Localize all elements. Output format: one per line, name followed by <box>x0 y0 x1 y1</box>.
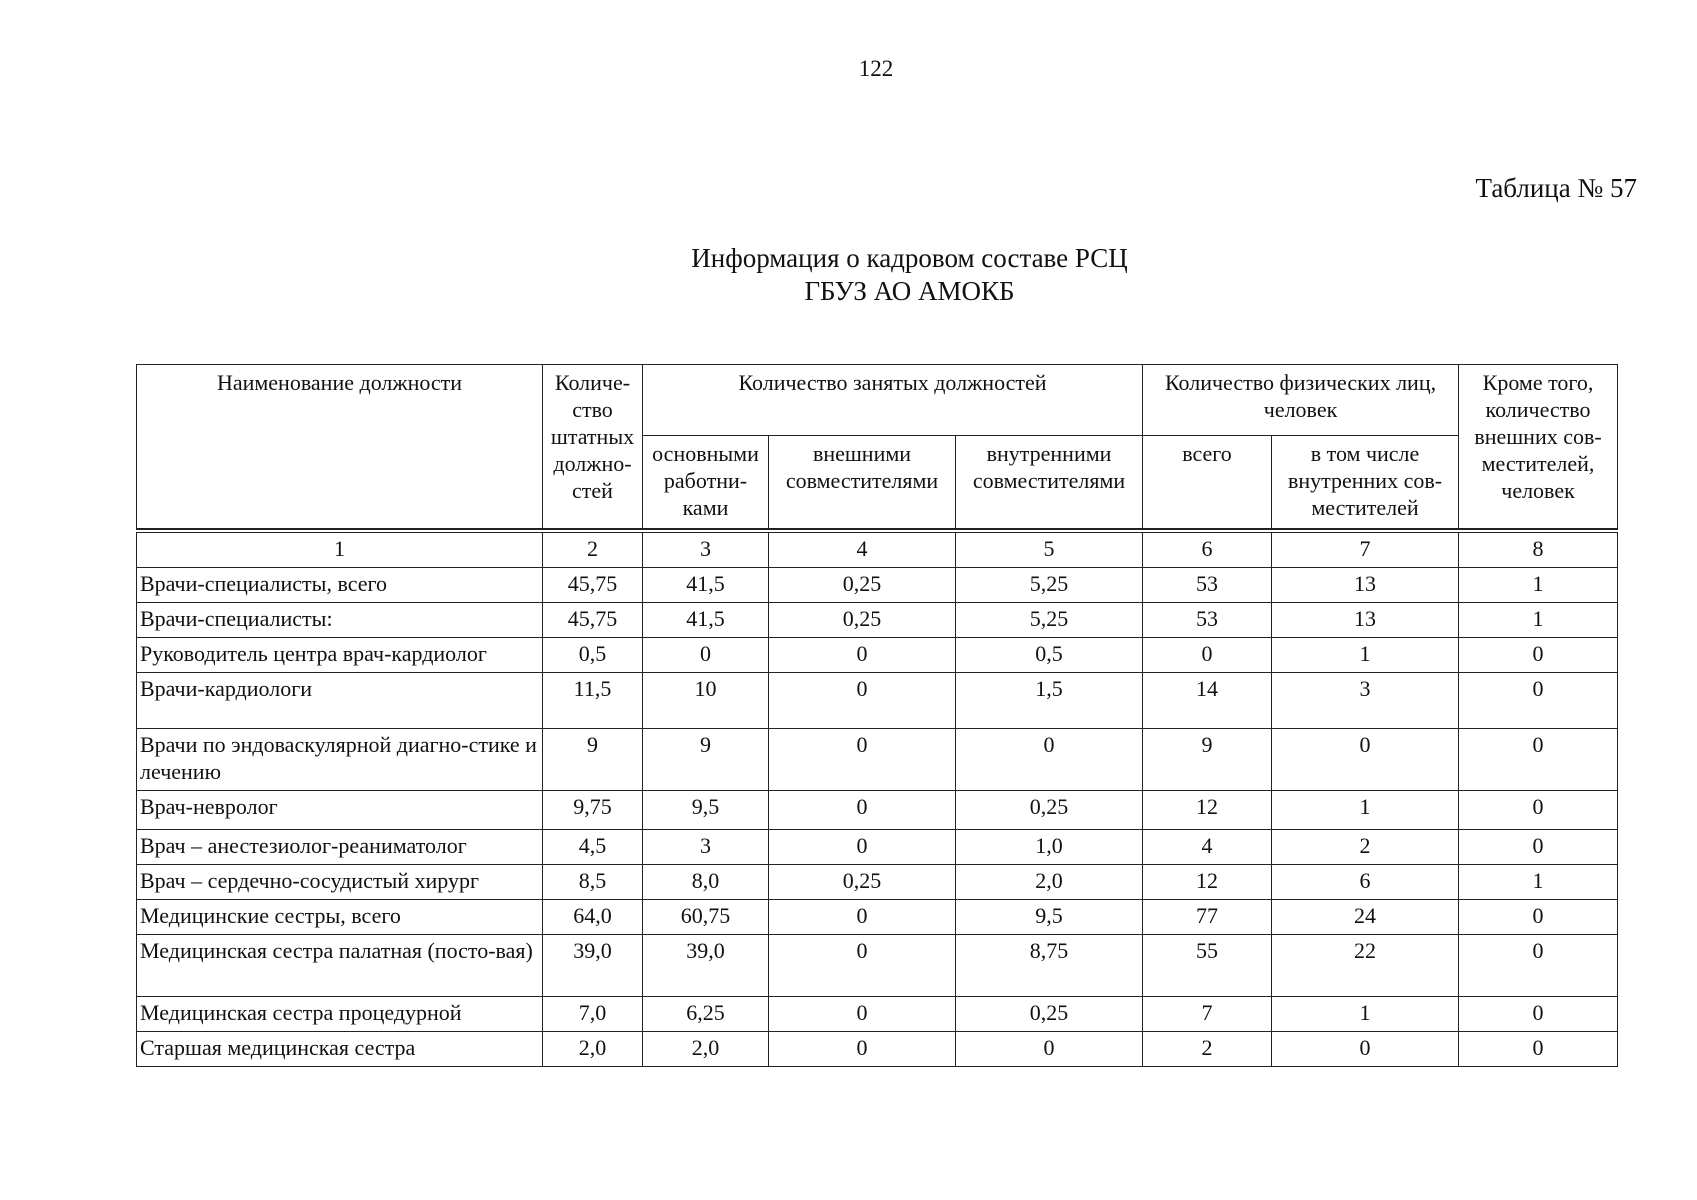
persons-internal-value: 22 <box>1272 935 1459 997</box>
staff-positions-value: 9,75 <box>543 791 643 830</box>
document-title-line-1: Информация о кадровом составе РСЦ <box>691 243 1128 273</box>
occupied-internal-value: 8,75 <box>956 935 1143 997</box>
table-row <box>137 791 1618 830</box>
extra-external-value: 0 <box>1459 900 1618 935</box>
occupied-external-value: 0 <box>769 900 956 935</box>
page-number: 122 <box>858 56 894 81</box>
table-row <box>137 900 1618 935</box>
table-row <box>137 729 1618 791</box>
position-name: Медицинские сестры, всего <box>137 900 543 935</box>
position-name: Врач – сердечно-сосудистый хирург <box>137 865 543 900</box>
persons-total-value: 0 <box>1143 638 1272 673</box>
staff-positions-value: 45,75 <box>543 568 643 603</box>
occupied-main-value: 0 <box>643 638 769 673</box>
persons-internal-value: 24 <box>1272 900 1459 935</box>
occupied-internal-value: 5,25 <box>956 603 1143 638</box>
position-name: Врачи-специалисты: <box>137 603 543 638</box>
header-occupied-positions: Количество занятых должностей <box>643 365 1143 436</box>
occupied-main-value: 41,5 <box>643 568 769 603</box>
column-number: 8 <box>1459 531 1618 568</box>
occupied-external-value: 0 <box>769 830 956 865</box>
column-number-row <box>137 531 1618 568</box>
staff-positions-value: 4,5 <box>543 830 643 865</box>
position-name: Руководитель центра врач-кардиолог <box>137 638 543 673</box>
header-occupied-main: основными работни-ками <box>643 436 769 529</box>
occupied-main-value: 8,0 <box>643 865 769 900</box>
occupied-internal-value: 9,5 <box>956 900 1143 935</box>
header-occupied-external: внешними совместителями <box>769 436 956 529</box>
table-row <box>137 638 1618 673</box>
occupied-external-value: 0 <box>769 729 956 791</box>
occupied-internal-value: 2,0 <box>956 865 1143 900</box>
staff-positions-value: 8,5 <box>543 865 643 900</box>
occupied-external-value: 0 <box>769 791 956 830</box>
table-header <box>137 365 1618 532</box>
extra-external-value: 0 <box>1459 1032 1618 1067</box>
persons-total-value: 77 <box>1143 900 1272 935</box>
table-label: Таблица № 57 <box>1475 173 1637 203</box>
occupied-external-value: 0 <box>769 673 956 729</box>
occupied-internal-value: 0,5 <box>956 638 1143 673</box>
occupied-main-value: 3 <box>643 830 769 865</box>
persons-internal-value: 3 <box>1272 673 1459 729</box>
occupied-internal-value: 1,5 <box>956 673 1143 729</box>
table-row <box>137 1032 1618 1067</box>
persons-total-value: 12 <box>1143 791 1272 830</box>
position-name: Врачи-специалисты, всего <box>137 568 543 603</box>
occupied-external-value: 0 <box>769 997 956 1032</box>
persons-total-value: 53 <box>1143 603 1272 638</box>
persons-total-value: 55 <box>1143 935 1272 997</box>
persons-total-value: 2 <box>1143 1032 1272 1067</box>
staff-positions-value: 11,5 <box>543 673 643 729</box>
position-name: Медицинская сестра палатная (посто-вая) <box>137 935 543 997</box>
occupied-internal-value: 0 <box>956 1032 1143 1067</box>
column-number: 6 <box>1143 531 1272 568</box>
column-number: 2 <box>543 531 643 568</box>
staff-positions-value: 7,0 <box>543 997 643 1032</box>
extra-external-value: 0 <box>1459 935 1618 997</box>
occupied-internal-value: 0,25 <box>956 791 1143 830</box>
header-persons-internal: в том числе внутренних сов-местителей <box>1272 436 1459 529</box>
position-name: Врачи-кардиологи <box>137 673 543 729</box>
persons-internal-value: 6 <box>1272 865 1459 900</box>
persons-internal-value: 0 <box>1272 1032 1459 1067</box>
header-position-name: Наименование должности <box>137 365 543 529</box>
table-body <box>137 531 1618 1067</box>
persons-internal-value: 13 <box>1272 568 1459 603</box>
occupied-external-value: 0,25 <box>769 865 956 900</box>
document-title <box>0 242 1697 308</box>
occupied-main-value: 39,0 <box>643 935 769 997</box>
occupied-main-value: 9 <box>643 729 769 791</box>
occupied-main-value: 10 <box>643 673 769 729</box>
staff-table <box>136 364 1618 1067</box>
extra-external-value: 0 <box>1459 729 1618 791</box>
occupied-internal-value: 0,25 <box>956 997 1143 1032</box>
staff-positions-value: 9 <box>543 729 643 791</box>
occupied-internal-value: 5,25 <box>956 568 1143 603</box>
occupied-main-value: 2,0 <box>643 1032 769 1067</box>
column-number: 7 <box>1272 531 1459 568</box>
occupied-main-value: 60,75 <box>643 900 769 935</box>
document-title-line-2: ГБУЗ АО АМОКБ <box>804 276 1015 306</box>
occupied-main-value: 9,5 <box>643 791 769 830</box>
persons-total-value: 12 <box>1143 865 1272 900</box>
table-row <box>137 865 1618 900</box>
occupied-external-value: 0,25 <box>769 568 956 603</box>
header-staff-positions: Количе-ство штатных должно-стей <box>543 365 643 529</box>
position-name: Медицинская сестра процедурной <box>137 997 543 1032</box>
extra-external-value: 1 <box>1459 568 1618 603</box>
staff-positions-value: 39,0 <box>543 935 643 997</box>
position-name: Врач – анестезиолог-реаниматолог <box>137 830 543 865</box>
staff-positions-value: 0,5 <box>543 638 643 673</box>
position-name: Врачи по эндоваскулярной диагно-стике и лечению <box>137 729 543 791</box>
occupied-internal-value: 0 <box>956 729 1143 791</box>
persons-internal-value: 0 <box>1272 729 1459 791</box>
persons-total-value: 4 <box>1143 830 1272 865</box>
staff-positions-value: 2,0 <box>543 1032 643 1067</box>
occupied-main-value: 6,25 <box>643 997 769 1032</box>
persons-internal-value: 2 <box>1272 830 1459 865</box>
extra-external-value: 1 <box>1459 603 1618 638</box>
extra-external-value: 0 <box>1459 791 1618 830</box>
extra-external-value: 0 <box>1459 997 1618 1032</box>
occupied-external-value: 0 <box>769 1032 956 1067</box>
extra-external-value: 0 <box>1459 830 1618 865</box>
persons-internal-value: 1 <box>1272 638 1459 673</box>
occupied-external-value: 0 <box>769 935 956 997</box>
staff-positions-value: 45,75 <box>543 603 643 638</box>
header-physical-persons: Количество физических лиц, человек <box>1143 365 1459 436</box>
occupied-main-value: 41,5 <box>643 603 769 638</box>
occupied-external-value: 0,25 <box>769 603 956 638</box>
header-extra-external: Кроме того, количество внешних сов-местителей, человек <box>1459 365 1618 529</box>
column-number: 4 <box>769 531 956 568</box>
column-number: 5 <box>956 531 1143 568</box>
occupied-external-value: 0 <box>769 638 956 673</box>
persons-internal-value: 13 <box>1272 603 1459 638</box>
table-row <box>137 935 1618 997</box>
table-row <box>137 603 1618 638</box>
extra-external-value: 0 <box>1459 638 1618 673</box>
occupied-internal-value: 1,0 <box>956 830 1143 865</box>
persons-internal-value: 1 <box>1272 997 1459 1032</box>
staff-positions-value: 64,0 <box>543 900 643 935</box>
persons-total-value: 14 <box>1143 673 1272 729</box>
position-name: Врач-невролог <box>137 791 543 830</box>
column-number: 3 <box>643 531 769 568</box>
persons-total-value: 7 <box>1143 997 1272 1032</box>
column-number: 1 <box>137 531 543 568</box>
table-row <box>137 997 1618 1032</box>
table-row <box>137 568 1618 603</box>
persons-total-value: 9 <box>1143 729 1272 791</box>
table-row <box>137 830 1618 865</box>
header-persons-total: всего <box>1143 436 1272 529</box>
extra-external-value: 1 <box>1459 865 1618 900</box>
persons-internal-value: 1 <box>1272 791 1459 830</box>
position-name: Старшая медицинская сестра <box>137 1032 543 1067</box>
table-row <box>137 673 1618 729</box>
header-occupied-internal: внутренними совместителями <box>956 436 1143 529</box>
persons-total-value: 53 <box>1143 568 1272 603</box>
extra-external-value: 0 <box>1459 673 1618 729</box>
